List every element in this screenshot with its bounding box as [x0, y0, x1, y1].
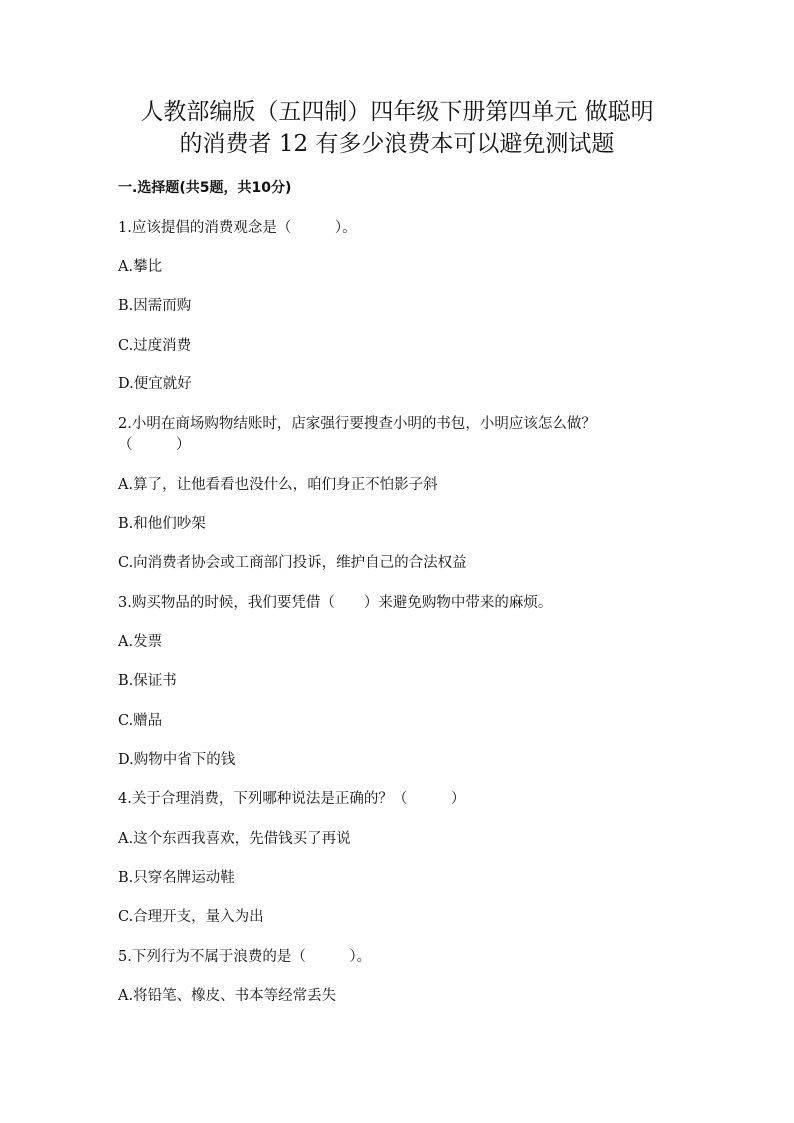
question-4-option-c: C.合理开支，量入为出	[118, 909, 264, 925]
document-title	[100, 96, 694, 160]
question-1-option-c: C.过度消费	[118, 338, 192, 354]
question-1-option-a: A.攀比	[118, 259, 163, 275]
question-3-option-d: D.购物中省下的钱	[118, 752, 236, 768]
question-5-stem: 5.下列行为不属于浪费的是（ ）。	[118, 949, 372, 965]
section-header: 一.选择题(共5题，共10分)	[118, 180, 292, 196]
question-4-option-a: A.这个东西我喜欢，先借钱买了再说	[118, 831, 351, 847]
question-2-stem-line-2: （ ）	[118, 437, 191, 453]
title-line-2: 的消费者 12 有多少浪费本可以避免测试题	[179, 131, 615, 157]
question-3-option-a: A.发票	[118, 634, 163, 650]
question-3-stem: 3.购买物品的时候，我们要凭借（ ）来避免购物中带来的麻烦。	[118, 595, 553, 611]
question-1-stem: 1.应该提倡的消费观念是（ ）。	[118, 220, 357, 236]
question-1-option-d: D.便宜就好	[118, 376, 192, 392]
question-3-option-c: C.赠品	[118, 713, 163, 729]
question-2-option-b: B.和他们吵架	[118, 516, 206, 532]
question-4-stem: 4.关于合理消费，下列哪种说法是正确的？（ ）	[118, 791, 466, 807]
title-line-1: 人教部编版（五四制）四年级下册第四单元 做聪明	[140, 99, 654, 125]
question-2-option-a: A.算了，让他看看也没什么，咱们身正不怕影子斜	[118, 477, 438, 493]
question-4-option-b: B.只穿名牌运动鞋	[118, 870, 235, 886]
question-5-option-a: A.将铅笔、橡皮、书本等经常丢失	[118, 988, 337, 1004]
question-1-option-b: B.因需而购	[118, 298, 192, 314]
question-2-option-c: C.向消费者协会或工商部门投诉，维护自己的合法权益	[118, 555, 467, 571]
question-2-stem-line-1: 2.小明在商场购物结账时，店家强行要搜查小明的书包，小明应该怎么做？	[118, 416, 596, 432]
question-3-option-b: B.保证书	[118, 673, 177, 689]
